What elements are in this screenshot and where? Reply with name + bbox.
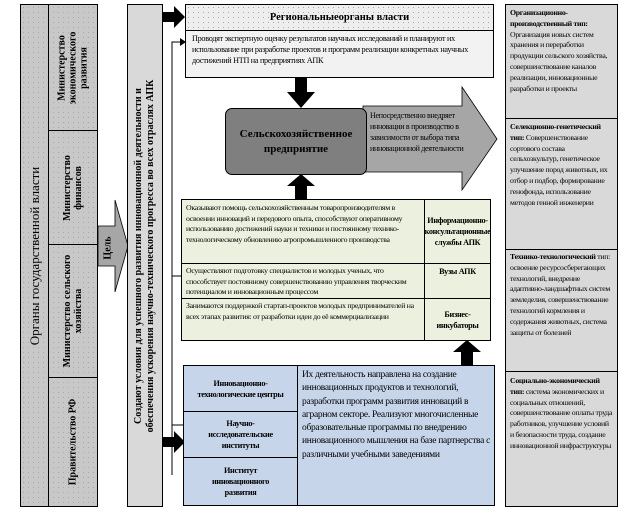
ministry-economic: Министерство экономического развития — [49, 5, 97, 131]
support-table — [181, 199, 491, 341]
ministry-finance: Министерство финансов — [49, 131, 97, 245]
science-text: Их деятельность направлена на создание инновационных продуктов и технологий, разработки программ развития инноваций в аграрном секторе. Реализуют многочисленные образовательные программы по внедрению инновационного мышления на базе партнерства с различными учебными заведениями — [302, 370, 491, 460]
type-selection-genetic: Селекционно-генетический тип: Совершенствование сортового состава сельхозкультур, генетическое улучшение пород животных, их отбор и подбор, формирование генофонда, использование методов генной инженерии — [506, 119, 617, 250]
government-rf: Правительство РФ — [67, 398, 79, 486]
enterprise-arrow-text: Непосредственно внедряет инновации в производство в зависимости от выбора типа инновационной деятельности — [370, 111, 464, 153]
ministry-agriculture: Министерство сельского хозяйства — [49, 245, 97, 378]
goal-text-line-1: Создают условия для успешного развития инновационной деятельности и — [133, 87, 144, 424]
regional-title: Региональныеорганы власти — [185, 4, 494, 31]
support-row-label: Информационно-консультационные службы АПК — [425, 200, 490, 264]
support-row-text: Оказывают помощь сельскохозяйственным товаропроизводителям в освоении инноваций и передового опыта, способствуют оперативному использованию достижений науки и техники и постоянному технико-технологическому обновлению агропромышленного производства — [182, 200, 425, 264]
support-row-text: Осуществляют подготовку специалистов и молодых ученых, что способствует постоянному совершенствованию управления творческим потенциалом и инновационным процессом — [182, 264, 425, 299]
arrow-down-to-enterprise — [286, 78, 316, 110]
type-socio-economic: Социально-экономический тип: система экономических и социальных отношений, совершенствование оплаты труда работников, улучшение условий и безопасности труда, создание инновационной инфраструктуры — [510, 376, 613, 450]
support-row-label: Бизнес-инкубаторы — [436, 309, 479, 330]
government-title-cell — [21, 5, 49, 506]
type-technical: Технико-технологический тип: освоение ресурсосберегающих технологий, внедрение адаптивно-ландшафтных систем земледелия, совершенствование технологий кормления и содержания животных, система защиты от болезней — [506, 250, 617, 372]
arrow-to-science — [163, 431, 185, 453]
enterprise-box: Сельскохозяйственное предприятие — [225, 108, 367, 175]
arrow-to-regional — [163, 6, 185, 28]
support-row-text: Занимаются поддержкой стартап-проектов молодых предпринимателей на всех этапах развития: от разработки идеи до её коммерциализации — [182, 299, 425, 340]
government-title: Органы государственной власти — [26, 166, 42, 345]
support-row-label: Вузы АПК — [425, 264, 490, 299]
regional-text: Проводят экспертную оценку результатов научных исследований и планируют их использование при разработке проектов и программ реализации конкретных научных достижений НТП на предприятиях АПК — [185, 30, 494, 78]
goal-text-box — [127, 4, 163, 507]
government-block — [20, 4, 98, 507]
science-block — [183, 365, 495, 506]
type-organizational: Организационно-производственный тип: Организация новых систем хранения и переработки продукции сельского хозяйства, совершенствование каналов реализации, инновационные разработки и проекты — [506, 5, 617, 119]
goal-text-line-2: обеспечения ускорения научно-технического прогресса во всех отраслях АПК — [145, 79, 156, 432]
arrow-up-to-enterprise — [286, 174, 316, 200]
science-item: Научно-исследовательские институты — [184, 412, 298, 458]
science-item: Инновационно-технологические центры — [184, 366, 298, 412]
science-item: Институт инновационного развития — [184, 458, 298, 505]
goal-label: Цель — [102, 236, 114, 260]
types-column — [505, 4, 618, 507]
arrow-up-from-science — [452, 340, 482, 366]
